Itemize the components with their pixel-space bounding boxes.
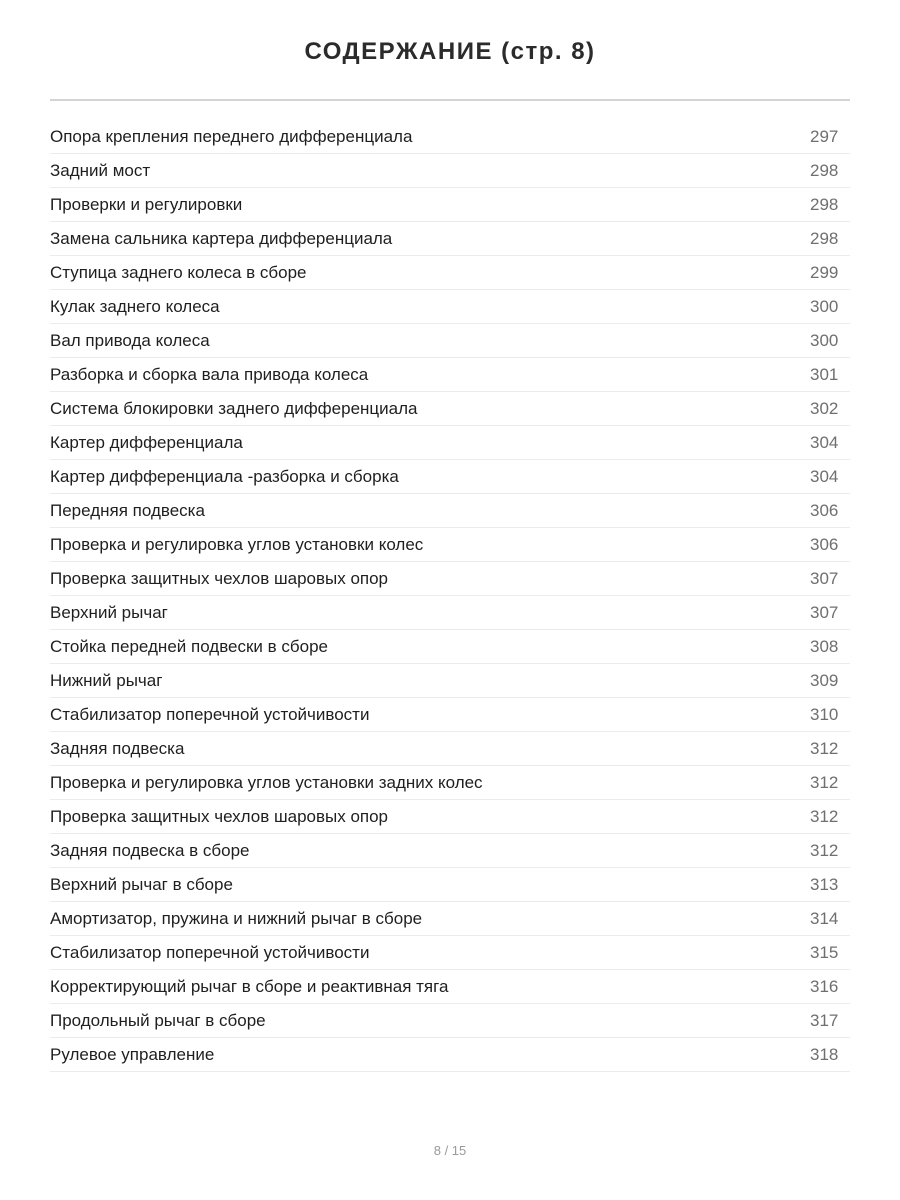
toc-entry-page: 298 [810, 194, 839, 214]
toc-row[interactable] [50, 766, 850, 800]
toc-entry-label: Проверка и регулировка углов установки колес [50, 534, 424, 554]
toc-row[interactable] [50, 630, 850, 664]
toc-entry-label: Разборка и сборка вала привода колеса [50, 364, 369, 384]
toc-row[interactable] [50, 562, 850, 596]
toc-entry-page: 304 [810, 466, 839, 486]
toc-entry-label: Ступица заднего колеса в сборе [50, 262, 307, 282]
toc-entry-label: Замена сальника картера дифференциала [50, 228, 393, 248]
toc-entry-label: Верхний рычаг [50, 602, 168, 622]
toc-row[interactable] [50, 664, 850, 698]
toc-row[interactable] [50, 970, 850, 1004]
toc-entry-page: 298 [810, 228, 839, 248]
toc-entry-label: Стабилизатор поперечной устойчивости [50, 942, 370, 962]
toc-row[interactable] [50, 256, 850, 290]
toc-entry-page: 312 [810, 806, 839, 826]
toc-entry-page: 316 [810, 976, 839, 996]
toc-entry-page: 300 [810, 296, 839, 316]
toc-row[interactable] [50, 868, 850, 902]
toc-list [50, 120, 850, 1072]
toc-entry-page: 307 [810, 568, 839, 588]
toc-entry-page: 313 [810, 874, 839, 894]
toc-row[interactable] [50, 800, 850, 834]
toc-entry-label: Стойка передней подвески в сборе [50, 636, 329, 656]
toc-entry-label: Амортизатор, пружина и нижний рычаг в сборе [50, 908, 423, 928]
toc-entry-label: Картер дифференциала [50, 432, 243, 452]
toc-row[interactable] [50, 1038, 850, 1072]
toc-entry-page: 317 [810, 1010, 839, 1030]
toc-entry-page: 297 [810, 126, 839, 146]
toc-row[interactable] [50, 494, 850, 528]
toc-entry-label: Задний мост [50, 160, 151, 180]
toc-entry-label: Проверки и регулировки [50, 194, 243, 214]
toc-row[interactable] [50, 528, 850, 562]
toc-row[interactable] [50, 188, 850, 222]
toc-entry-page: 304 [810, 432, 839, 452]
title-divider [50, 99, 850, 101]
toc-entry-label: Верхний рычаг в сборе [50, 874, 233, 894]
toc-entry-page: 298 [810, 160, 839, 180]
toc-row[interactable] [50, 732, 850, 766]
toc-entry-label: Вал привода колеса [50, 330, 210, 350]
toc-entry-page: 306 [810, 500, 839, 520]
toc-entry-label: Задняя подвеска в сборе [50, 840, 250, 860]
toc-entry-page: 300 [810, 330, 839, 350]
toc-entry-page: 307 [810, 602, 839, 622]
toc-entry-label: Проверка и регулировка углов установки задних колес [50, 772, 483, 792]
toc-entry-label: Система блокировки заднего дифференциала [50, 398, 418, 418]
toc-entry-page: 312 [810, 738, 839, 758]
toc-entry-page: 312 [810, 840, 839, 860]
toc-entry-page: 309 [810, 670, 839, 690]
toc-entry-label: Стабилизатор поперечной устойчивости [50, 704, 370, 724]
toc-row[interactable] [50, 392, 850, 426]
toc-entry-label: Картер дифференциала -разборка и сборка [50, 466, 399, 486]
toc-row[interactable] [50, 698, 850, 732]
toc-row[interactable] [50, 358, 850, 392]
toc-entry-page: 301 [810, 364, 839, 384]
toc-entry-label: Опора крепления переднего дифференциала [50, 126, 413, 146]
toc-row[interactable] [50, 902, 850, 936]
toc-row[interactable] [50, 834, 850, 868]
page-title: СОДЕРЖАНИЕ (стр. 8) [304, 38, 596, 65]
toc-entry-label: Проверка защитных чехлов шаровых опор [50, 806, 389, 826]
toc-row[interactable] [50, 460, 850, 494]
toc-entry-label: Продольный рычаг в сборе [50, 1010, 266, 1030]
toc-row[interactable] [50, 426, 850, 460]
toc-entry-label: Проверка защитных чехлов шаровых опор [50, 568, 389, 588]
toc-entry-label: Корректирующий рычаг в сборе и реактивная тяга [50, 976, 449, 996]
page-counter: 8 / 15 [433, 1143, 467, 1158]
toc-row[interactable] [50, 936, 850, 970]
toc-row[interactable] [50, 290, 850, 324]
toc-entry-page: 314 [810, 908, 839, 928]
toc-entry-page: 306 [810, 534, 839, 554]
toc-row[interactable] [50, 596, 850, 630]
toc-entry-label: Рулевое управление [50, 1044, 215, 1064]
toc-entry-page: 315 [810, 942, 839, 962]
toc-entry-label: Задняя подвеска [50, 738, 185, 758]
toc-row[interactable] [50, 1004, 850, 1038]
toc-row[interactable] [50, 120, 850, 154]
toc-entry-label: Кулак заднего колеса [50, 296, 220, 316]
toc-entry-label: Передняя подвеска [50, 500, 205, 520]
toc-entry-label: Нижний рычаг [50, 670, 163, 690]
toc-row[interactable] [50, 154, 850, 188]
toc-row[interactable] [50, 222, 850, 256]
toc-entry-page: 318 [810, 1044, 839, 1064]
toc-row[interactable] [50, 324, 850, 358]
toc-entry-page: 302 [810, 398, 839, 418]
toc-entry-page: 299 [810, 262, 839, 282]
toc-entry-page: 310 [810, 704, 839, 724]
toc-entry-page: 308 [810, 636, 839, 656]
toc-entry-page: 312 [810, 772, 839, 792]
